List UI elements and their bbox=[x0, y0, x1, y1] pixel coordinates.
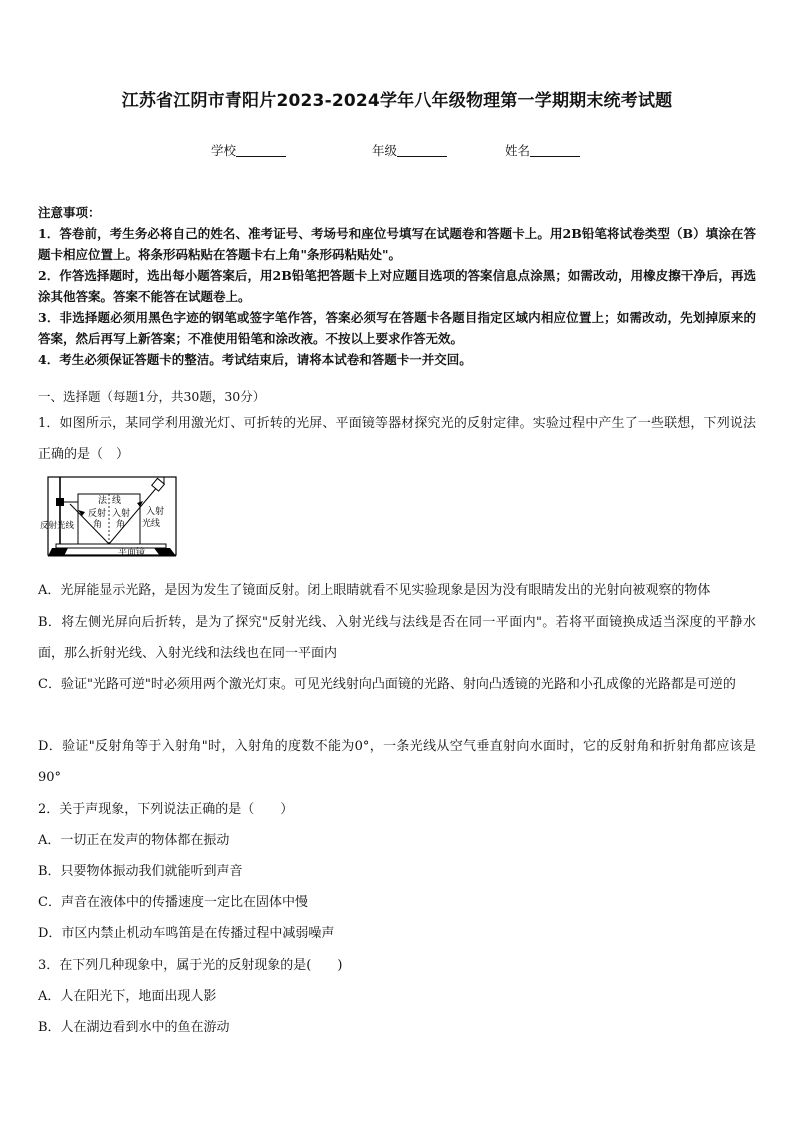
question-3-stem: 3．在下列几种现象中，属于光的反射现象的是( ) bbox=[38, 958, 343, 973]
reflection-apparatus-diagram bbox=[40, 474, 180, 566]
label-reflect-angle-1: 反射 bbox=[88, 509, 107, 519]
notice-item-2: 2．作答选择题时，选出每小题答案后，用2B铅笔把答题卡上对应题目选项的答案信息点涂黑；如需改动，用橡皮擦干净后，再选涂其他答案。答案不能答在试题卷上。 bbox=[38, 268, 756, 304]
school-field[interactable] bbox=[211, 141, 286, 159]
question-1-figure bbox=[40, 474, 180, 566]
question-1-stem: 1．如图所示，某同学利用激光灯、可折转的光屏、平面镜等器材探究光的反射定律。实验过程中产生了一些联想，下列说法正确的是（ ） bbox=[38, 416, 756, 462]
question-2-option-c[interactable]: C．声音在液体中的传播速度一定比在固体中慢 bbox=[38, 895, 308, 910]
name-label: 姓名 bbox=[505, 143, 531, 158]
laser-lamp-right bbox=[152, 478, 165, 491]
label-incident-ray-2: 光线 bbox=[142, 519, 161, 529]
notice-item-3: 3．非选择题必须用黑色字迹的钢笔或签字笔作答，答案必须写在答题卡各题目指定区域内相应位置上；如需改动，先划掉原来的答案，然后再写上新答案；不准使用铅笔和涂改液。不按以上要求作答无效。 bbox=[38, 310, 756, 346]
notice-heading: 注意事项： bbox=[38, 205, 101, 220]
question-1-option-d[interactable]: D．验证"反射角等于入射角"时，入射角的度数不能为0°，一条光线从空气垂直射向水面时，它的反射角和折射角都应该是90° bbox=[38, 739, 756, 785]
label-reflect-angle-2: 角 bbox=[93, 520, 103, 530]
question-1-option-b[interactable]: B．将左侧光屏向后折转，是为了探究"反射光线、入射光线与法线是否在同一平面内"。若将平面镜换成适当深度的平静水面，那么折射光线、入射光线和法线也在同一平面内 bbox=[38, 615, 756, 661]
question-3-option-b[interactable]: B．人在湖边看到水中的鱼在游动 bbox=[38, 1020, 230, 1035]
question-3-option-a[interactable]: A．人在阳光下，地面出现人影 bbox=[38, 989, 217, 1004]
name-blank[interactable] bbox=[530, 143, 580, 157]
school-blank[interactable] bbox=[236, 143, 286, 157]
question-2-option-d[interactable]: D．市区内禁止机动车鸣笛是在传播过程中减弱噪声 bbox=[38, 926, 335, 941]
grade-field[interactable] bbox=[372, 141, 447, 159]
notice-block bbox=[38, 202, 756, 370]
label-reflect-ray-2: 光线 bbox=[57, 521, 75, 531]
label-incident-ray-1: 入射 bbox=[146, 507, 165, 517]
label-mirror: 平面镜 bbox=[118, 548, 146, 558]
school-label: 学校 bbox=[211, 143, 237, 158]
notice-item-1: 1．答卷前，考生务必将自己的姓名、准考证号、考场号和座位号填写在试题卷和答题卡上。用2B铅笔将试卷类型（B）填涂在答题卡相应位置上。将条形码粘贴在答题卡右上角"条形码粘贴处"。 bbox=[38, 226, 756, 262]
question-2-option-a[interactable]: A．一切正在发声的物体都在振动 bbox=[38, 833, 230, 848]
page-title: 江苏省江阴市青阳片2023-2024学年八年级物理第一学期期末统考试题 bbox=[121, 91, 673, 111]
label-reflect-ray-1: 反射 bbox=[40, 521, 58, 531]
label-reflect-ray bbox=[40, 520, 75, 531]
label-normal-2: 线 bbox=[112, 496, 122, 506]
label-incident-angle-1: 入射 bbox=[112, 509, 131, 519]
question-1-option-c[interactable]: C．验证"光路可逆"时必须用两个激光灯束。可见光线射向凸面镜的光路、射向凸透镜的光路和小孔成像的光路都是可逆的 bbox=[38, 677, 736, 692]
plane-mirror bbox=[56, 544, 166, 548]
question-2-stem: 2．关于声现象，下列说法正确的是（ ） bbox=[38, 802, 294, 817]
grade-label: 年级 bbox=[372, 143, 398, 158]
name-field[interactable] bbox=[505, 141, 580, 159]
section-heading: 一、选择题（每题1分，共30题，30分） bbox=[38, 389, 266, 404]
student-info-row bbox=[0, 141, 794, 161]
label-incident-angle-2: 角 bbox=[116, 520, 126, 530]
label-normal-1: 法 bbox=[98, 496, 108, 506]
notice-item-4: 4．考生必须保证答题卡的整洁。考试结束后，请将本试卷和答题卡一并交回。 bbox=[38, 352, 472, 367]
grade-blank[interactable] bbox=[397, 143, 447, 157]
question-1-option-a[interactable]: A．光屏能显示光路，是因为发生了镜面反射。闭上眼睛就看不见实验现象是因为没有眼睛发出的光射向被观察的物体 bbox=[38, 583, 711, 598]
question-2-option-b[interactable]: B．只要物体振动我们就能听到声音 bbox=[38, 864, 243, 879]
